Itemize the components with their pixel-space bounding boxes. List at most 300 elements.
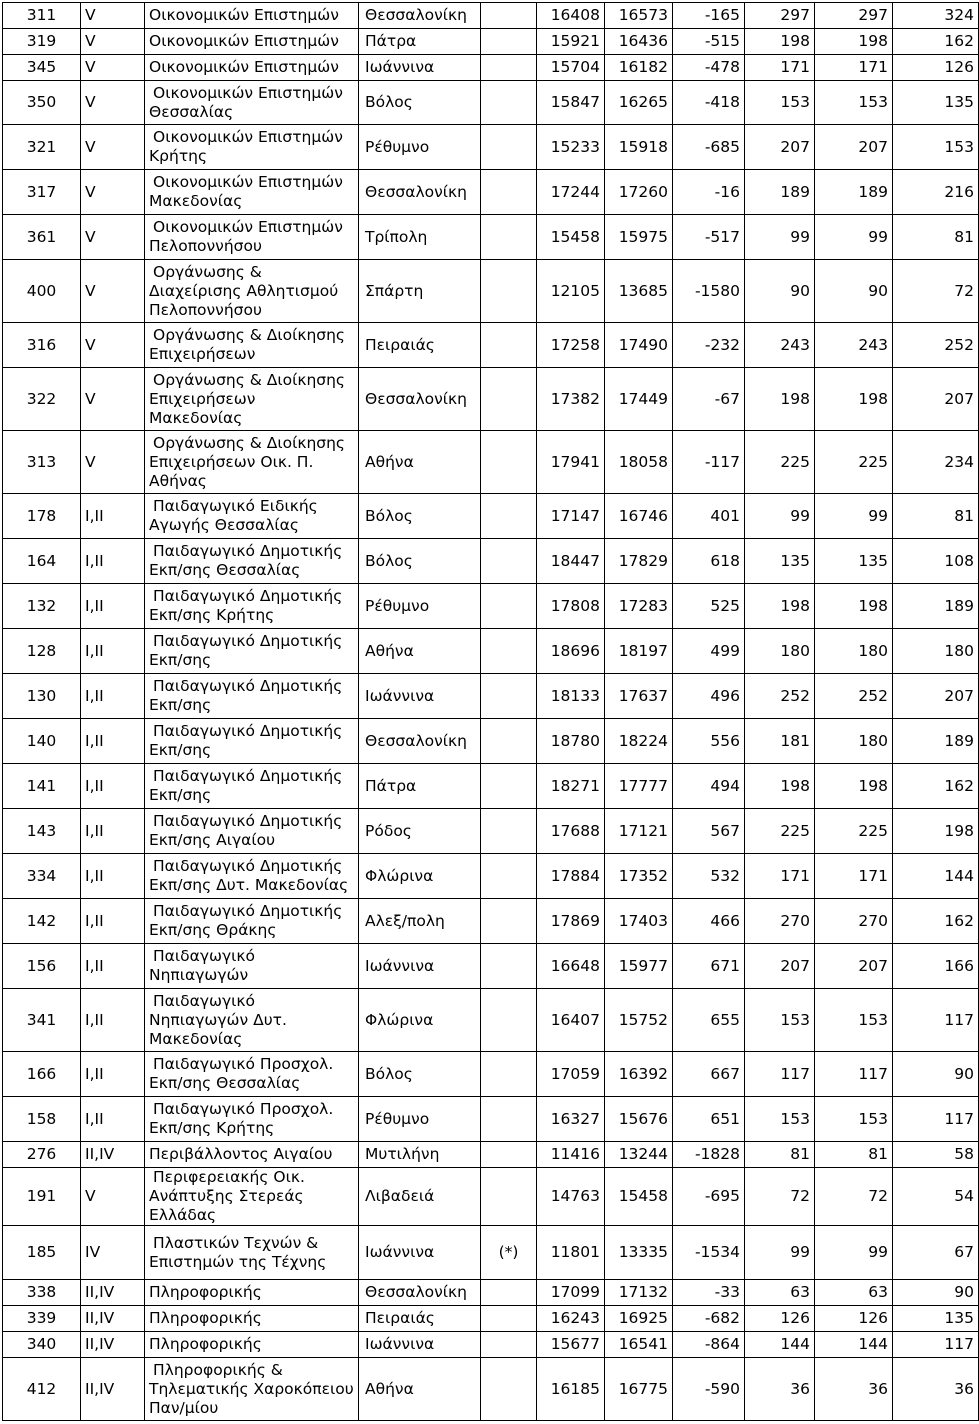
department-line: Παιδαγωγικό Προσχολ. bbox=[153, 1100, 334, 1118]
department-cell bbox=[145, 55, 359, 81]
department-line: Εκπ/σης bbox=[149, 651, 212, 669]
table-row bbox=[3, 1052, 979, 1097]
prev-base-score-cell: 17403 bbox=[605, 899, 673, 944]
base-score-cell: 17147 bbox=[537, 494, 605, 539]
field-cell: V bbox=[81, 81, 145, 125]
table-row bbox=[3, 1306, 979, 1332]
table-row bbox=[3, 125, 979, 170]
table-row bbox=[3, 764, 979, 809]
city-cell: Ιωάννινα bbox=[359, 944, 481, 989]
department-cell bbox=[145, 1332, 359, 1358]
positions-cell: 99 bbox=[815, 494, 893, 539]
prev-base-score-cell: 18224 bbox=[605, 719, 673, 764]
positions-cell: 67 bbox=[893, 1226, 979, 1280]
prev-base-score-cell: 13685 bbox=[605, 260, 673, 323]
base-score-cell: 17688 bbox=[537, 809, 605, 854]
field-cell: II,IV bbox=[81, 1358, 145, 1421]
positions-cell: 99 bbox=[745, 494, 815, 539]
positions-cell: 126 bbox=[745, 1306, 815, 1332]
city-cell: Αλεξ/πολη bbox=[359, 899, 481, 944]
field-cell: I,II bbox=[81, 539, 145, 584]
field-cell: I,II bbox=[81, 989, 145, 1052]
department-line: Παιδαγωγικό Δημοτικής bbox=[153, 542, 343, 560]
department-line: Επιστημών της Τέχνης bbox=[149, 1252, 327, 1271]
department-cell bbox=[145, 1306, 359, 1332]
difference-cell: 499 bbox=[673, 629, 745, 674]
note-cell bbox=[481, 368, 537, 431]
dept-code-cell: 321 bbox=[3, 125, 81, 170]
department-cell bbox=[145, 431, 359, 494]
base-score-cell: 17869 bbox=[537, 899, 605, 944]
note-cell bbox=[481, 3, 537, 29]
positions-cell: 198 bbox=[745, 764, 815, 809]
base-score-cell: 15847 bbox=[537, 81, 605, 125]
base-score-cell: 16407 bbox=[537, 989, 605, 1052]
note-cell bbox=[481, 1280, 537, 1306]
base-score-cell: 15704 bbox=[537, 55, 605, 81]
department-line: Αθήνας bbox=[149, 471, 207, 490]
table-row bbox=[3, 170, 979, 215]
positions-cell: 216 bbox=[893, 170, 979, 215]
difference-cell: -1534 bbox=[673, 1226, 745, 1280]
note-cell bbox=[481, 1358, 537, 1421]
department-cell bbox=[145, 764, 359, 809]
positions-cell: 270 bbox=[815, 899, 893, 944]
difference-cell: -682 bbox=[673, 1306, 745, 1332]
difference-cell: -232 bbox=[673, 323, 745, 368]
department-line: Παν/μίου bbox=[149, 1398, 219, 1417]
difference-cell: -590 bbox=[673, 1358, 745, 1421]
positions-cell: 171 bbox=[745, 55, 815, 81]
positions-cell: 144 bbox=[745, 1332, 815, 1358]
base-score-cell: 17099 bbox=[537, 1280, 605, 1306]
prev-base-score-cell: 16541 bbox=[605, 1332, 673, 1358]
department-line: Πελοποννήσου bbox=[149, 300, 262, 319]
department-line: Παιδαγωγικό bbox=[153, 991, 256, 1010]
department-line: Πλαστικών Τεχνών & bbox=[153, 1233, 319, 1252]
difference-cell: 567 bbox=[673, 809, 745, 854]
department-line: Θεσσαλίας bbox=[149, 102, 234, 121]
base-score-cell: 17808 bbox=[537, 584, 605, 629]
field-cell: I,II bbox=[81, 1052, 145, 1097]
department-line: Οικονομικών Επιστημών bbox=[149, 6, 339, 24]
note-cell bbox=[481, 81, 537, 125]
table-row bbox=[3, 323, 979, 368]
positions-cell: 198 bbox=[745, 584, 815, 629]
note-cell bbox=[481, 494, 537, 539]
positions-cell: 270 bbox=[745, 899, 815, 944]
department-line: Πληροφορικής bbox=[149, 1335, 262, 1353]
note-cell bbox=[481, 1332, 537, 1358]
city-cell: Ιωάννινα bbox=[359, 55, 481, 81]
department-line: Οικονομικών Επιστημών bbox=[153, 128, 343, 146]
dept-code-cell: 400 bbox=[3, 260, 81, 323]
positions-cell: 207 bbox=[893, 674, 979, 719]
positions-cell: 108 bbox=[893, 539, 979, 584]
dept-code-cell: 313 bbox=[3, 431, 81, 494]
positions-cell: 126 bbox=[893, 55, 979, 81]
positions-cell: 153 bbox=[893, 125, 979, 170]
department-line: Εκπ/σης Αιγαίου bbox=[149, 831, 276, 849]
base-score-cell: 17258 bbox=[537, 323, 605, 368]
base-score-cell: 16185 bbox=[537, 1358, 605, 1421]
dept-code-cell: 339 bbox=[3, 1306, 81, 1332]
prev-base-score-cell: 15676 bbox=[605, 1097, 673, 1142]
department-cell bbox=[145, 854, 359, 899]
department-line: Οικονομικών Επιστημών bbox=[153, 218, 343, 236]
dept-code-cell: 128 bbox=[3, 629, 81, 674]
positions-cell: 243 bbox=[815, 323, 893, 368]
positions-cell: 81 bbox=[893, 215, 979, 260]
table-row bbox=[3, 674, 979, 719]
dept-code-cell: 191 bbox=[3, 1168, 81, 1226]
dept-code-cell: 156 bbox=[3, 944, 81, 989]
positions-cell: 117 bbox=[815, 1052, 893, 1097]
dept-code-cell: 311 bbox=[3, 3, 81, 29]
field-cell: V bbox=[81, 125, 145, 170]
prev-base-score-cell: 13244 bbox=[605, 1142, 673, 1168]
city-cell: Βόλος bbox=[359, 81, 481, 125]
base-score-cell: 18447 bbox=[537, 539, 605, 584]
positions-cell: 252 bbox=[745, 674, 815, 719]
positions-cell: 144 bbox=[815, 1332, 893, 1358]
city-cell: Θεσσαλονίκη bbox=[359, 1280, 481, 1306]
base-score-cell: 17059 bbox=[537, 1052, 605, 1097]
department-cell bbox=[145, 1358, 359, 1421]
dept-code-cell: 141 bbox=[3, 764, 81, 809]
table-row bbox=[3, 1097, 979, 1142]
positions-cell: 99 bbox=[745, 1226, 815, 1280]
prev-base-score-cell: 16265 bbox=[605, 81, 673, 125]
department-line: Οργάνωσης & Διοίκησης bbox=[153, 326, 346, 344]
dept-code-cell: 350 bbox=[3, 81, 81, 125]
table-row bbox=[3, 431, 979, 494]
base-score-cell: 15677 bbox=[537, 1332, 605, 1358]
positions-cell: 181 bbox=[745, 719, 815, 764]
department-line: Πληροφορικής bbox=[149, 1283, 262, 1301]
positions-cell: 81 bbox=[815, 1142, 893, 1168]
department-line: Οικονομικών Επιστημών bbox=[153, 173, 343, 191]
positions-cell: 36 bbox=[893, 1358, 979, 1421]
positions-cell: 117 bbox=[893, 1332, 979, 1358]
department-line: Ανάπτυξης Στερεάς bbox=[149, 1187, 304, 1205]
positions-cell: 189 bbox=[745, 170, 815, 215]
difference-cell: 556 bbox=[673, 719, 745, 764]
table-row bbox=[3, 368, 979, 431]
positions-cell: 207 bbox=[815, 944, 893, 989]
positions-cell: 117 bbox=[893, 1097, 979, 1142]
city-cell: Θεσσαλονίκη bbox=[359, 368, 481, 431]
difference-cell: 525 bbox=[673, 584, 745, 629]
prev-base-score-cell: 16775 bbox=[605, 1358, 673, 1421]
table-row bbox=[3, 494, 979, 539]
positions-cell: 81 bbox=[745, 1142, 815, 1168]
city-cell: Αθήνα bbox=[359, 431, 481, 494]
positions-cell: 207 bbox=[893, 368, 979, 431]
positions-cell: 198 bbox=[815, 368, 893, 431]
department-line: Διαχείρισης Αθλητισμού bbox=[149, 281, 339, 300]
department-cell bbox=[145, 368, 359, 431]
positions-cell: 135 bbox=[893, 1306, 979, 1332]
field-cell: I,II bbox=[81, 629, 145, 674]
department-cell bbox=[145, 899, 359, 944]
positions-cell: 126 bbox=[815, 1306, 893, 1332]
dept-code-cell: 340 bbox=[3, 1332, 81, 1358]
difference-cell: -695 bbox=[673, 1168, 745, 1226]
department-cell bbox=[145, 494, 359, 539]
difference-cell: -117 bbox=[673, 431, 745, 494]
positions-cell: 135 bbox=[745, 539, 815, 584]
department-cell bbox=[145, 1168, 359, 1226]
city-cell: Πάτρα bbox=[359, 764, 481, 809]
table-row bbox=[3, 989, 979, 1052]
city-cell: Ιωάννινα bbox=[359, 674, 481, 719]
positions-cell: 166 bbox=[893, 944, 979, 989]
department-line: Περιβάλλοντος Αιγαίου bbox=[149, 1145, 333, 1163]
department-line: Παιδαγωγικό Δημοτικής bbox=[153, 767, 343, 785]
department-line: Πληροφορικής bbox=[149, 1309, 262, 1327]
field-cell: V bbox=[81, 55, 145, 81]
note-cell bbox=[481, 431, 537, 494]
note-cell bbox=[481, 1168, 537, 1226]
positions-cell: 117 bbox=[893, 989, 979, 1052]
department-line: Οικονομικών Επιστημών bbox=[149, 32, 339, 50]
dept-code-cell: 185 bbox=[3, 1226, 81, 1280]
difference-cell: -517 bbox=[673, 215, 745, 260]
difference-cell: 494 bbox=[673, 764, 745, 809]
positions-cell: 90 bbox=[893, 1052, 979, 1097]
field-cell: V bbox=[81, 368, 145, 431]
difference-cell: 496 bbox=[673, 674, 745, 719]
difference-cell: 671 bbox=[673, 944, 745, 989]
dept-code-cell: 276 bbox=[3, 1142, 81, 1168]
department-cell bbox=[145, 989, 359, 1052]
department-cell bbox=[145, 539, 359, 584]
difference-cell: 651 bbox=[673, 1097, 745, 1142]
positions-cell: 72 bbox=[893, 260, 979, 323]
table-row bbox=[3, 809, 979, 854]
table-body bbox=[3, 3, 979, 1421]
prev-base-score-cell: 17352 bbox=[605, 854, 673, 899]
field-cell: I,II bbox=[81, 944, 145, 989]
positions-cell: 198 bbox=[745, 368, 815, 431]
difference-cell: 667 bbox=[673, 1052, 745, 1097]
positions-cell: 189 bbox=[893, 584, 979, 629]
prev-base-score-cell: 15977 bbox=[605, 944, 673, 989]
positions-cell: 198 bbox=[815, 764, 893, 809]
field-cell: I,II bbox=[81, 809, 145, 854]
note-cell bbox=[481, 944, 537, 989]
prev-base-score-cell: 16392 bbox=[605, 1052, 673, 1097]
positions-cell: 243 bbox=[745, 323, 815, 368]
positions-cell: 58 bbox=[893, 1142, 979, 1168]
base-score-cell: 17244 bbox=[537, 170, 605, 215]
city-cell: Θεσσαλονίκη bbox=[359, 170, 481, 215]
note-cell bbox=[481, 215, 537, 260]
note-cell bbox=[481, 629, 537, 674]
department-cell bbox=[145, 629, 359, 674]
department-line: Παιδαγωγικό Δημοτικής bbox=[153, 587, 343, 605]
field-cell: I,II bbox=[81, 1097, 145, 1142]
department-line: Παιδαγωγικό Ειδικής bbox=[153, 497, 318, 515]
positions-cell: 180 bbox=[745, 629, 815, 674]
department-cell bbox=[145, 584, 359, 629]
prev-base-score-cell: 17637 bbox=[605, 674, 673, 719]
field-cell: I,II bbox=[81, 719, 145, 764]
base-score-cell: 11416 bbox=[537, 1142, 605, 1168]
department-cell bbox=[145, 1052, 359, 1097]
department-line: Περιφερειακής Οικ. bbox=[153, 1168, 305, 1186]
table-row bbox=[3, 854, 979, 899]
city-cell: Πάτρα bbox=[359, 29, 481, 55]
positions-cell: 54 bbox=[893, 1168, 979, 1226]
field-cell: V bbox=[81, 170, 145, 215]
note-cell bbox=[481, 764, 537, 809]
difference-cell: -1580 bbox=[673, 260, 745, 323]
prev-base-score-cell: 13335 bbox=[605, 1226, 673, 1280]
department-line: Πληροφορικής & bbox=[153, 1360, 283, 1379]
base-score-cell: 16327 bbox=[537, 1097, 605, 1142]
base-score-cell: 15233 bbox=[537, 125, 605, 170]
dept-code-cell: 132 bbox=[3, 584, 81, 629]
department-line: Εκπ/σης bbox=[149, 696, 212, 714]
city-cell: Ρέθυμνο bbox=[359, 584, 481, 629]
difference-cell: -515 bbox=[673, 29, 745, 55]
positions-cell: 171 bbox=[815, 55, 893, 81]
dept-code-cell: 412 bbox=[3, 1358, 81, 1421]
department-line: Οργάνωσης & Διοίκησης bbox=[153, 370, 346, 389]
positions-cell: 207 bbox=[745, 944, 815, 989]
department-cell bbox=[145, 944, 359, 989]
positions-cell: 36 bbox=[815, 1358, 893, 1421]
dept-code-cell: 142 bbox=[3, 899, 81, 944]
difference-cell: 655 bbox=[673, 989, 745, 1052]
dept-code-cell: 166 bbox=[3, 1052, 81, 1097]
positions-cell: 207 bbox=[815, 125, 893, 170]
table-row bbox=[3, 944, 979, 989]
positions-cell: 90 bbox=[893, 1280, 979, 1306]
note-cell bbox=[481, 584, 537, 629]
base-score-cell: 18133 bbox=[537, 674, 605, 719]
difference-cell: 618 bbox=[673, 539, 745, 584]
field-cell: I,II bbox=[81, 854, 145, 899]
department-line: Επιχειρήσεων Οικ. Π. bbox=[149, 452, 314, 471]
city-cell: Ιωάννινα bbox=[359, 1332, 481, 1358]
positions-cell: 225 bbox=[815, 809, 893, 854]
difference-cell: -165 bbox=[673, 3, 745, 29]
field-cell: V bbox=[81, 323, 145, 368]
department-line: Παιδαγωγικό Δημοτικής bbox=[153, 722, 343, 740]
city-cell: Αθήνα bbox=[359, 629, 481, 674]
department-line: Πελοποννήσου bbox=[149, 237, 262, 255]
note-cell bbox=[481, 323, 537, 368]
department-cell bbox=[145, 809, 359, 854]
positions-cell: 297 bbox=[745, 3, 815, 29]
dept-code-cell: 143 bbox=[3, 809, 81, 854]
department-line: Νηπιαγωγών Δυτ. bbox=[149, 1010, 287, 1029]
department-cell bbox=[145, 29, 359, 55]
positions-cell: 63 bbox=[815, 1280, 893, 1306]
positions-cell: 252 bbox=[815, 674, 893, 719]
note-cell bbox=[481, 125, 537, 170]
positions-cell: 117 bbox=[745, 1052, 815, 1097]
table-row bbox=[3, 81, 979, 125]
table-row bbox=[3, 899, 979, 944]
difference-cell: 466 bbox=[673, 899, 745, 944]
field-cell: I,II bbox=[81, 764, 145, 809]
dept-code-cell: 140 bbox=[3, 719, 81, 764]
department-line: Εκπ/σης Κρήτης bbox=[149, 1119, 275, 1137]
prev-base-score-cell: 17121 bbox=[605, 809, 673, 854]
note-cell bbox=[481, 1142, 537, 1168]
prev-base-score-cell: 18197 bbox=[605, 629, 673, 674]
base-score-cell: 16408 bbox=[537, 3, 605, 29]
department-cell bbox=[145, 1097, 359, 1142]
city-cell: Μυτιλήνη bbox=[359, 1142, 481, 1168]
difference-cell: -1828 bbox=[673, 1142, 745, 1168]
note-cell bbox=[481, 1097, 537, 1142]
department-line: Τηλεματικής Χαροκόπειου bbox=[149, 1379, 354, 1398]
positions-cell: 198 bbox=[815, 584, 893, 629]
base-score-cell: 17382 bbox=[537, 368, 605, 431]
difference-cell: 401 bbox=[673, 494, 745, 539]
dept-code-cell: 319 bbox=[3, 29, 81, 55]
base-score-cell: 18271 bbox=[537, 764, 605, 809]
field-cell: V bbox=[81, 260, 145, 323]
table-row bbox=[3, 719, 979, 764]
field-cell: IV bbox=[81, 1226, 145, 1280]
positions-cell: 198 bbox=[745, 29, 815, 55]
prev-base-score-cell: 15918 bbox=[605, 125, 673, 170]
prev-base-score-cell: 15458 bbox=[605, 1168, 673, 1226]
field-cell: V bbox=[81, 3, 145, 29]
table-row bbox=[3, 1226, 979, 1280]
base-score-cell: 17884 bbox=[537, 854, 605, 899]
positions-cell: 198 bbox=[893, 809, 979, 854]
field-cell: II,IV bbox=[81, 1332, 145, 1358]
positions-cell: 234 bbox=[893, 431, 979, 494]
positions-cell: 189 bbox=[893, 719, 979, 764]
prev-base-score-cell: 17283 bbox=[605, 584, 673, 629]
department-line: Παιδαγωγικό Δημοτικής bbox=[153, 812, 343, 830]
note-cell bbox=[481, 1052, 537, 1097]
department-line: Μακεδονίας bbox=[149, 1029, 243, 1048]
note-cell bbox=[481, 674, 537, 719]
field-cell: II,IV bbox=[81, 1280, 145, 1306]
department-line: Παιδαγωγικό Δημοτικής bbox=[153, 632, 343, 650]
prev-base-score-cell: 16436 bbox=[605, 29, 673, 55]
positions-cell: 153 bbox=[745, 81, 815, 125]
difference-cell: 532 bbox=[673, 854, 745, 899]
positions-cell: 180 bbox=[815, 629, 893, 674]
city-cell: Βόλος bbox=[359, 1052, 481, 1097]
base-score-cell: 18780 bbox=[537, 719, 605, 764]
note-cell bbox=[481, 55, 537, 81]
note-cell bbox=[481, 539, 537, 584]
dept-code-cell: 345 bbox=[3, 55, 81, 81]
positions-cell: 72 bbox=[815, 1168, 893, 1226]
dept-code-cell: 361 bbox=[3, 215, 81, 260]
table-row bbox=[3, 1142, 979, 1168]
field-cell: V bbox=[81, 29, 145, 55]
positions-cell: 297 bbox=[815, 3, 893, 29]
positions-cell: 81 bbox=[893, 494, 979, 539]
field-cell: II,IV bbox=[81, 1142, 145, 1168]
city-cell: Αθήνα bbox=[359, 1358, 481, 1421]
note-cell bbox=[481, 260, 537, 323]
positions-cell: 90 bbox=[815, 260, 893, 323]
note-cell bbox=[481, 899, 537, 944]
